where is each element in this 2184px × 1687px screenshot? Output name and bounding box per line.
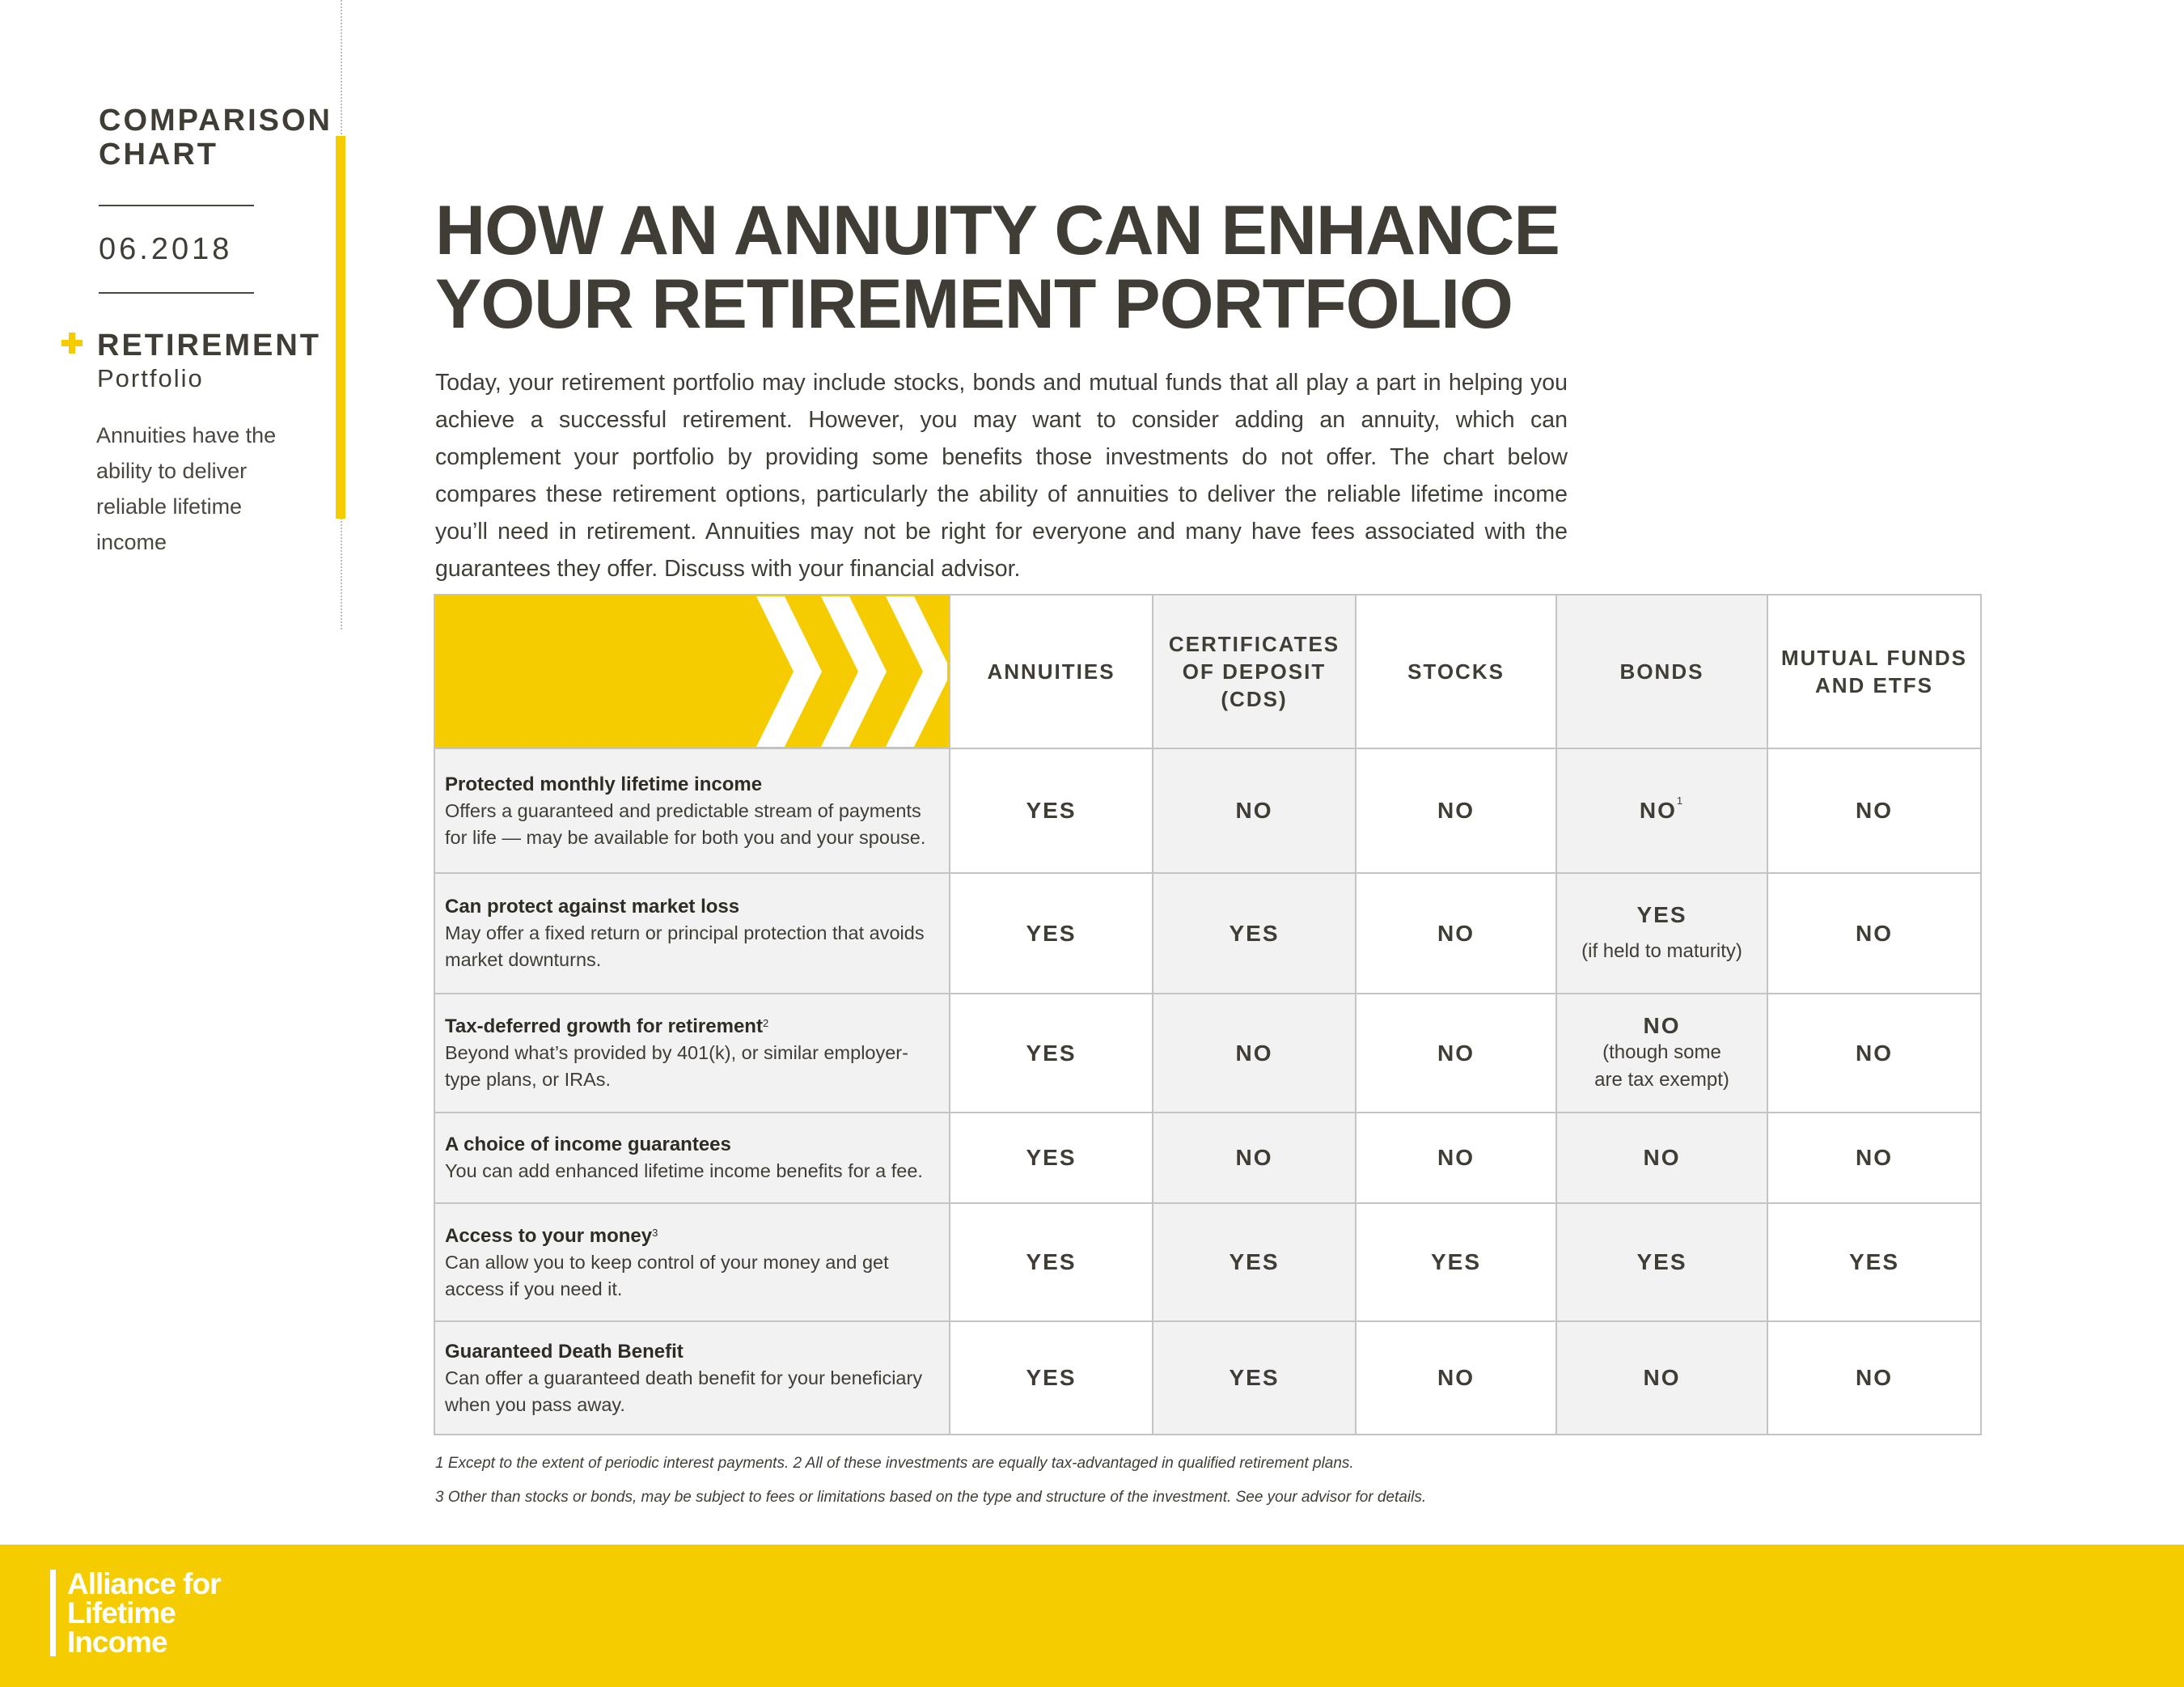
logo-text-line2: Lifetime bbox=[67, 1596, 176, 1630]
value-stocks: NO bbox=[1356, 873, 1556, 994]
feature-title: Can protect against market loss bbox=[445, 896, 740, 918]
value-annuities: YES bbox=[950, 1203, 1153, 1321]
footer-band bbox=[0, 1545, 2184, 1687]
chevron-icon bbox=[435, 596, 947, 747]
feature-title: Access to your money$^3$ bbox=[445, 1224, 658, 1247]
footnote-line-2: 3 Other than stocks or bonds, may be subject to fees or limitations based on the type and structure of the investment. See your advisor for details. bbox=[435, 1489, 1427, 1506]
feature-title: Protected monthly lifetime income bbox=[445, 773, 763, 795]
value-annuities: YES bbox=[950, 873, 1153, 994]
value-cds: NO bbox=[1153, 994, 1356, 1113]
value-bonds: YES bbox=[1556, 1203, 1767, 1321]
comparison-table bbox=[434, 594, 1982, 1435]
value-stocks: NO bbox=[1356, 1321, 1556, 1435]
feature-cell bbox=[434, 1203, 950, 1321]
value-mutual-funds: NO bbox=[1767, 994, 1981, 1113]
feature-description: Offers a guaranteed and predictable stream of payments for life — may be available for both you and your spouse. bbox=[445, 799, 926, 848]
page-title bbox=[435, 194, 1649, 341]
footnote-marker: 3 bbox=[652, 1226, 658, 1239]
sidebar-note: Annuities have the ability to deliver reliable lifetime income bbox=[96, 423, 277, 554]
footnote-marker: 2 bbox=[762, 1017, 769, 1029]
document-date: 06.2018 bbox=[99, 232, 233, 266]
value-note: (if held to maturity) bbox=[1581, 939, 1742, 962]
section-subtitle: Portfolio bbox=[97, 364, 204, 392]
value-cds: NO bbox=[1153, 1113, 1356, 1203]
feature-title: Guaranteed Death Benefit bbox=[445, 1340, 684, 1363]
value-mutual-funds: YES bbox=[1767, 1203, 1981, 1321]
feature-cell bbox=[434, 748, 950, 873]
feature-description: Can allow you to keep control of your money and get access if you need it. bbox=[445, 1251, 889, 1299]
table-row bbox=[434, 994, 1981, 1113]
value-bonds: NO bbox=[1556, 1113, 1767, 1203]
value-bonds: NO (though some are tax exempt) bbox=[1556, 994, 1767, 1113]
value-annuities: YES bbox=[950, 1113, 1153, 1203]
footnote-marker: 1 bbox=[1676, 795, 1685, 807]
feature-description: May offer a fixed return or principal protection that avoids market downturns. bbox=[445, 922, 925, 970]
value-stocks: NO bbox=[1356, 748, 1556, 873]
value-mutual-funds: NO bbox=[1767, 1321, 1981, 1435]
logo-text-line1: Alliance for bbox=[67, 1567, 221, 1600]
value-mutual-funds: NO bbox=[1767, 873, 1981, 994]
column-header-cds: CERTIFICATES OF DEPOSIT (CDS) bbox=[1153, 595, 1356, 748]
value-bonds: YES (if held to maturity) bbox=[1556, 873, 1767, 994]
alliance-logo bbox=[50, 1567, 221, 1659]
value-annuities: YES bbox=[950, 1321, 1153, 1435]
column-header-stocks: STOCKS bbox=[1356, 595, 1556, 748]
value-annuities: YES bbox=[950, 994, 1153, 1113]
feature-cell bbox=[434, 1113, 950, 1203]
logo-text-line3: Income bbox=[67, 1626, 167, 1659]
value-stocks: YES bbox=[1356, 1203, 1556, 1321]
column-header-bonds: BONDS bbox=[1556, 595, 1767, 748]
value-note: (though some are tax exempt) bbox=[1594, 1041, 1729, 1091]
table-row bbox=[434, 1321, 1981, 1435]
value-cds: YES bbox=[1153, 873, 1356, 994]
value-mutual-funds: NO bbox=[1767, 1113, 1981, 1203]
feature-cell bbox=[434, 994, 950, 1113]
value-annuities: YES bbox=[950, 748, 1153, 873]
value-cds: NO bbox=[1153, 748, 1356, 873]
column-header-mutual-funds: MUTUAL FUNDS AND ETFS bbox=[1767, 595, 1981, 748]
table-row bbox=[434, 1113, 1981, 1203]
intro-paragraph: Today, your retirement portfolio may include stocks, bonds and mutual funds that all play a part in helping you achieve a successful retirement. However, you may want to consider adding an annuity, which can complement your portfolio by providing some benefits those investments do not offer. The chart below compares these retirement options, particularly the ability of annuities to deliver the reliable lifetime income you’ll need in retirement. Annuities may not be right for everyone and many have fees associated with the guarantees they offer. Discuss with your financial advisor. bbox=[435, 370, 1568, 582]
document-type-label: COMPARISON CHART bbox=[99, 104, 332, 172]
plus-icon bbox=[61, 333, 83, 354]
value-bonds: $NO^1$ bbox=[1556, 748, 1767, 873]
feature-description: Beyond what’s provided by 401(k), or similar employer-type plans, or IRAs. bbox=[445, 1042, 908, 1090]
table-row bbox=[434, 1203, 1981, 1321]
table-row bbox=[434, 748, 1981, 873]
sidebar-rule-top bbox=[99, 205, 254, 206]
value-bonds: NO bbox=[1556, 1321, 1767, 1435]
feature-description: You can add enhanced lifetime income benefits for a fee. bbox=[445, 1160, 923, 1181]
value-stocks: NO bbox=[1356, 994, 1556, 1113]
accent-bar bbox=[336, 136, 345, 519]
sidebar-rule-bottom bbox=[99, 292, 254, 294]
section-title: RETIREMENT bbox=[97, 328, 321, 362]
value-stocks: NO bbox=[1356, 1113, 1556, 1203]
value-cds: YES bbox=[1153, 1321, 1356, 1435]
value-cds: YES bbox=[1153, 1203, 1356, 1321]
feature-description: Can offer a guaranteed death benefit for your beneficiary when you pass away. bbox=[445, 1367, 923, 1415]
column-header-annuities: ANNUITIES bbox=[950, 595, 1153, 748]
page-title-line1: HOW AN ANNUITY CAN ENHANCE bbox=[435, 192, 1560, 269]
table-header-row bbox=[434, 595, 1981, 748]
feature-cell bbox=[434, 1321, 950, 1435]
page-title-line2: YOUR RETIREMENT PORTFOLIO bbox=[435, 265, 1513, 343]
feature-cell bbox=[434, 873, 950, 994]
value-mutual-funds: NO bbox=[1767, 748, 1981, 873]
table-row bbox=[434, 873, 1981, 994]
chevron-banner bbox=[434, 595, 950, 748]
footnote-line-1: 1 Except to the extent of periodic interest payments. 2 All of these investments are equally tax-advantaged in qualified retirement plans. bbox=[435, 1455, 1354, 1472]
feature-title: Tax-deferred growth for retirement$^2$ bbox=[445, 1015, 769, 1037]
feature-title: A choice of income guarantees bbox=[445, 1134, 731, 1155]
